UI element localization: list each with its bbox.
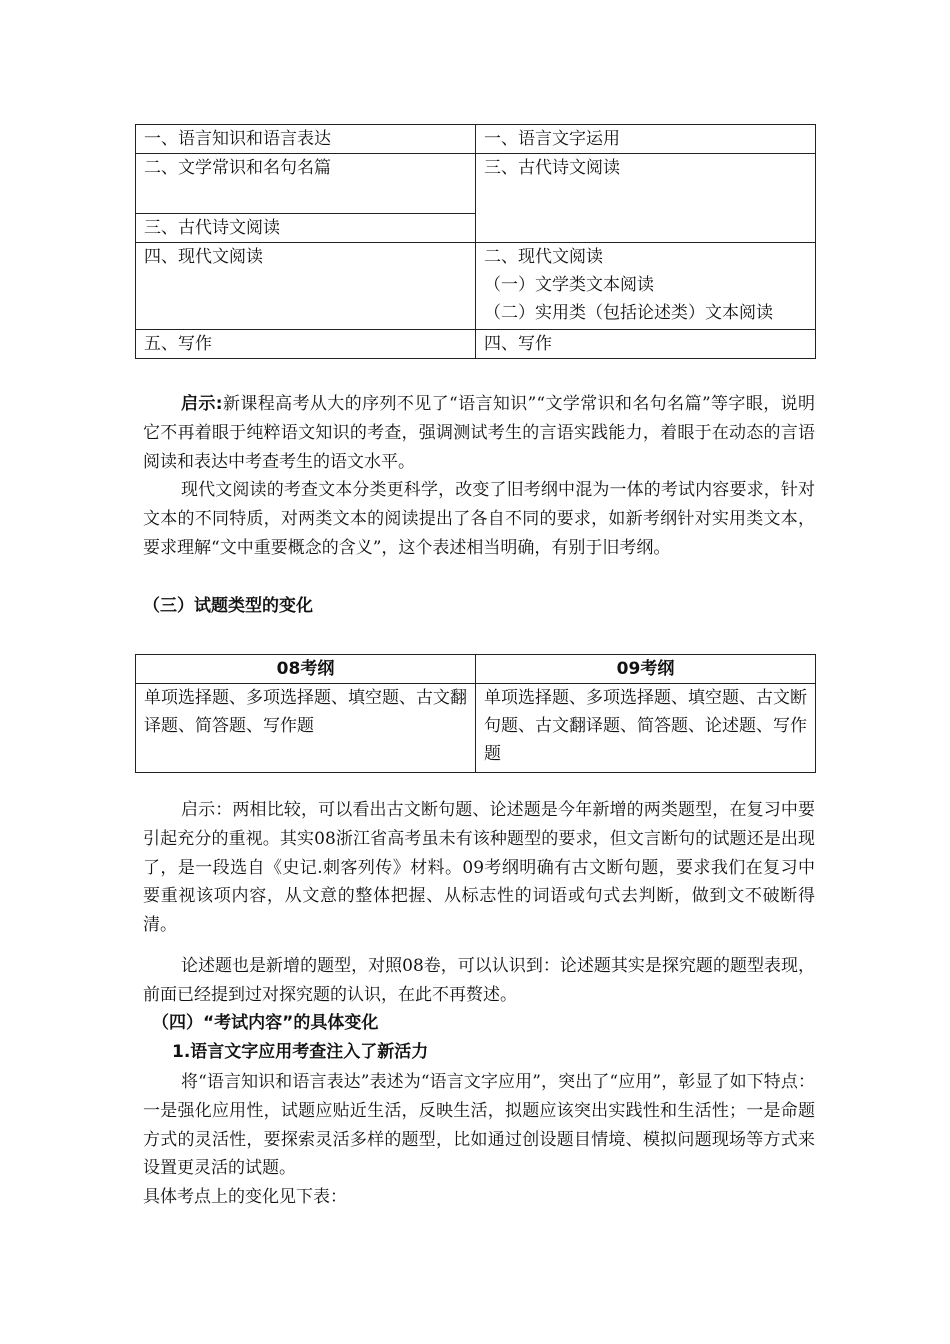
table-cell: 四、现代文阅读	[136, 243, 476, 330]
table-cell: 五、写作	[136, 330, 476, 359]
paragraph: 具体考点上的变化见下表：	[143, 1187, 347, 1207]
table-row	[136, 154, 816, 214]
table-cell: 单项选择题、多项选择题、填空题、古文翻译题、简答题、写作题	[136, 684, 476, 773]
hint-label: 启示:	[181, 394, 223, 414]
table-row	[136, 243, 816, 330]
cell-line: （一）文学类文本阅读	[484, 275, 654, 295]
paragraph: 启示：两相比较，可以看出古文断句题、论述题是今年新增的两类题型，在复习中要引起充分的重视。其实08浙江省高考虽未有该种题型的要求，但文言断句的试题还是出现了，是一段选自《史记.刺客列传》材料。09考纲明确有古文断句题，要求我们在复习中要重视该项内容，从文意的整体把握、从标志性的词语或句式去判断，做到文不破断得清。	[143, 800, 815, 936]
section-heading: （三）试题类型的变化	[143, 596, 313, 616]
table-cell: 单项选择题、多项选择题、填空题、古文断句题、古文翻译题、简答题、论述题、写作题	[476, 684, 816, 773]
table-header: 09考纲	[476, 655, 816, 684]
hint-paragraph	[143, 390, 815, 476]
section-heading: （四）“考试内容”的具体变化	[152, 1013, 379, 1033]
table-row	[136, 684, 816, 773]
table-cell	[476, 243, 816, 330]
cell-line: 二、现代文阅读	[484, 247, 603, 267]
table-header-row	[136, 655, 816, 684]
table-cell: 一、语言知识和语言表达	[136, 125, 476, 154]
syllabus-comparison-table	[135, 124, 816, 359]
table-row	[136, 125, 816, 154]
subsection-heading: 1.语言文字应用考查注入了新活力	[172, 1042, 429, 1062]
paragraph: 现代文阅读的考查文本分类更科学，改变了旧考纲中混为一体的考试内容要求，针对文本的不同特质，对两类文本的阅读提出了各自不同的要求，如新考纲针对实用类文本，要求理解“文中重要概念的含义”，这个表述相当明确，有别于旧考纲。	[143, 480, 815, 558]
table-row	[136, 330, 816, 359]
table-cell: 二、文学常识和名句名篇	[136, 154, 476, 214]
cell-line: （二）实用类（包括论述类）文本阅读	[484, 303, 773, 323]
table-cell: 三、古代诗文阅读	[136, 214, 476, 243]
hint-text: 新课程高考从大的序列不见了“语言知识”“文学常识和名句名篇”等字眼，说明它不再着眼于纯粹语文知识的考查，强调测试考生的言语实践能力，着眼于在动态的言语阅读和表达中考查考生的语文水平。	[143, 394, 815, 472]
paragraph: 将“语言知识和语言表达”表述为“语言文字应用”，突出了“应用”，彰显了如下特点：一是强化应用性，试题应贴近生活，反映生活，拟题应该突出实践性和生活性；一是命题方式的灵活性，要探索灵活多样的题型，比如通过创设题目情境、模拟问题现场等方式来设置更灵活的试题。	[143, 1072, 815, 1179]
table-cell: 三、古代诗文阅读	[476, 154, 816, 243]
table-header: 08考纲	[136, 655, 476, 684]
table-cell: 一、语言文字运用	[476, 125, 816, 154]
table-cell: 四、写作	[476, 330, 816, 359]
paragraph: 论述题也是新增的题型，对照08卷，可以认识到：论述题其实是探究题的题型表现，前面已经提到过对探究题的认识，在此不再赘述。	[143, 956, 815, 1005]
question-type-table	[135, 654, 816, 773]
